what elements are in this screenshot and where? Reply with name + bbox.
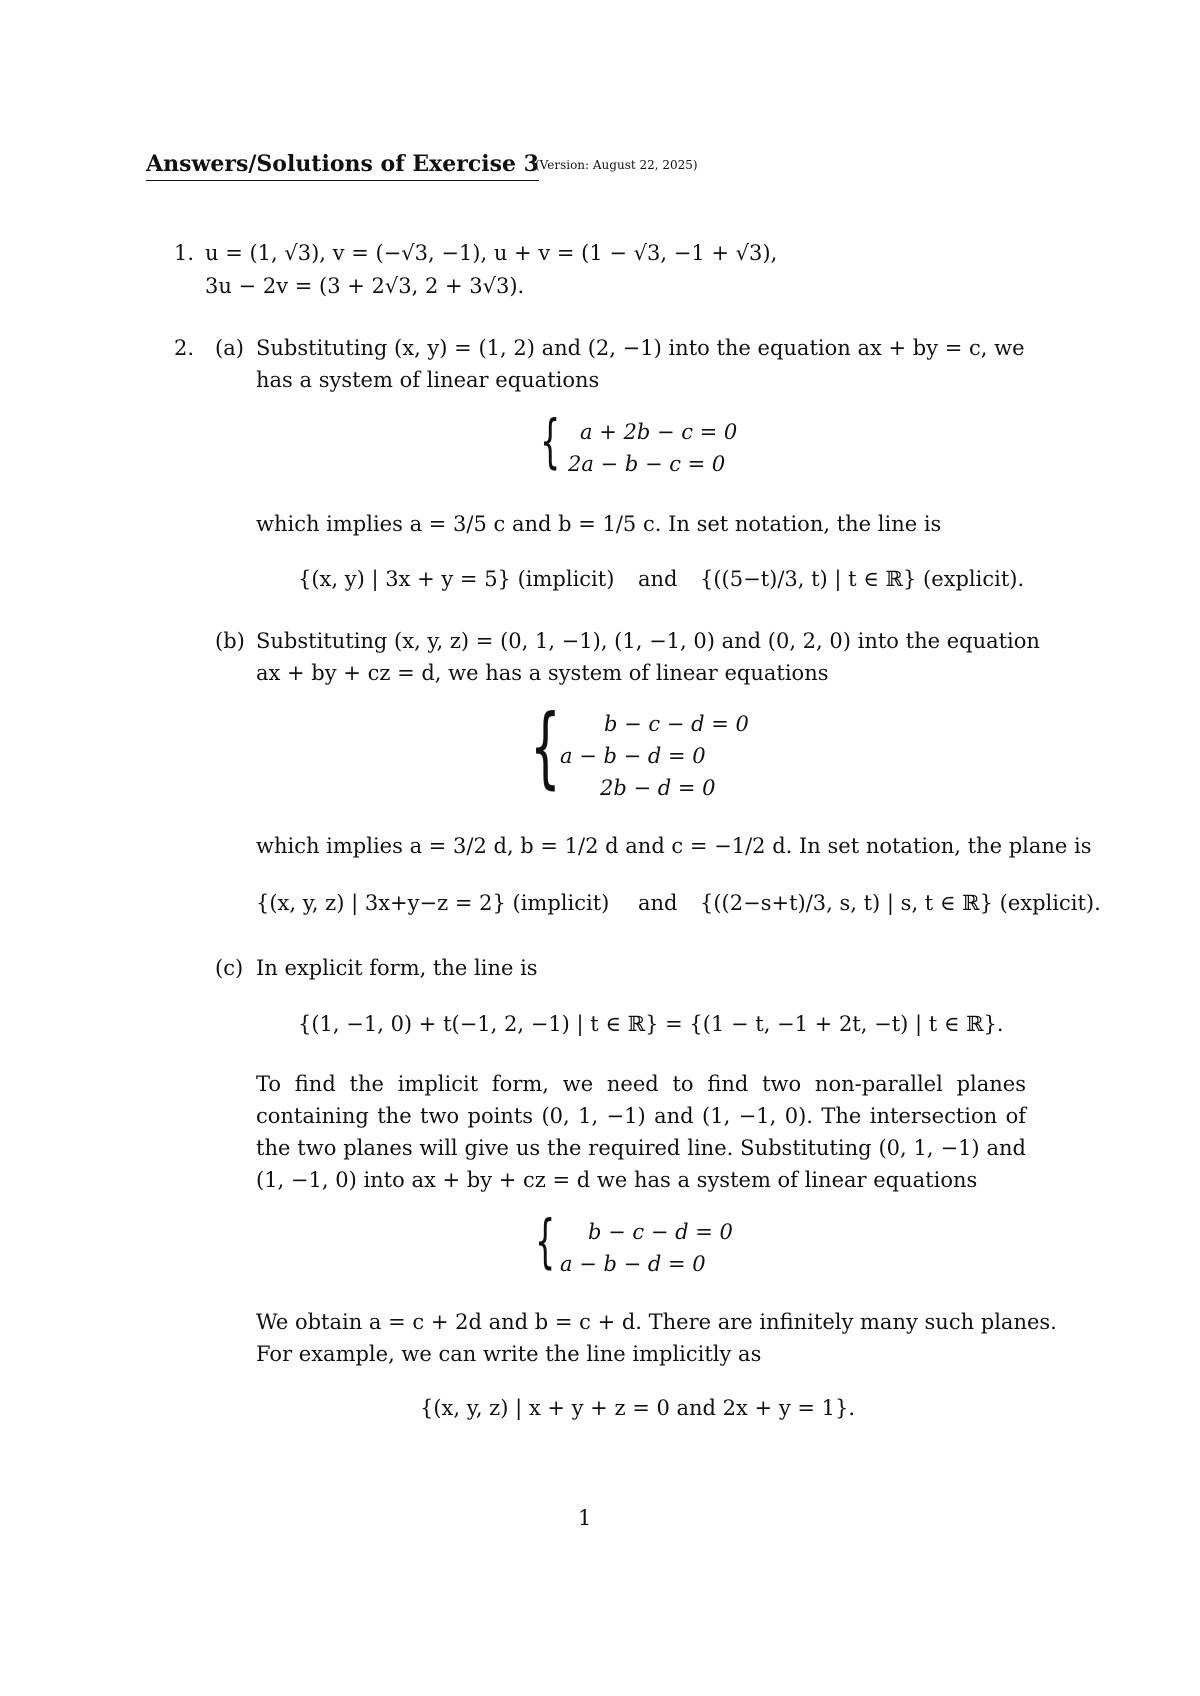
- q2b-intro-line1: Substituting (x, y, z) = (0, 1, −1), (1, −1, 0) and (0, 2, 0) into the equation: [256, 629, 1040, 653]
- q2c-label: (c): [215, 956, 244, 980]
- q2b-label: (b): [215, 629, 245, 653]
- q2b-implies: which implies a = 3/2 d, b = 1/2 d and c = −1/2 d. In set notation, the plane is: [256, 834, 1092, 858]
- q2b-set-explicit: {((2−s+t)/3, s, t) | s, t ∈ ℝ} (explicit).: [700, 891, 1101, 915]
- q2a-set-implicit: {(x, y) | 3x + y = 5} (implicit): [298, 567, 615, 591]
- q1-line2: 3u − 2v = (3 + 2√3, 2 + 3√3).: [205, 274, 525, 298]
- q2b-system-brace: {: [530, 695, 561, 798]
- q2c-explicit-set: {(1, −1, 0) + t(−1, 2, −1) | t ∈ ℝ} = {(1 − t, −1 + 2t, −t) | t ∈ ℝ}.: [298, 1012, 1004, 1036]
- q2c-intro: In explicit form, the line is: [256, 956, 538, 980]
- q2a-system-brace: {: [540, 407, 561, 475]
- q2c-conclusion-line1: We obtain a = c + 2d and b = c + d. There are infinitely many such planes.: [256, 1310, 1057, 1334]
- q2a-implies: which implies a = 3/5 c and b = 1/5 c. In set notation, the line is: [256, 512, 942, 536]
- q2c-system-brace: {: [535, 1207, 556, 1275]
- q2b-system-eq2: a − b − d = 0: [560, 744, 706, 768]
- q2a-label: (a): [215, 336, 244, 360]
- q2a-and: and: [638, 567, 678, 591]
- q2a-set-explicit: {((5−t)/3, t) | t ∈ ℝ} (explicit).: [700, 567, 1025, 591]
- q2c-conclusion-line2: For example, we can write the line implicitly as: [256, 1342, 762, 1366]
- q2b-set-implicit: {(x, y, z) | 3x+y−z = 2} (implicit): [256, 891, 610, 915]
- q2a-system-eq1: a + 2b − c = 0: [580, 420, 738, 444]
- q2c-implicit-set: {(x, y, z) | x + y + z = 0 and 2x + y = 1}.: [420, 1396, 856, 1420]
- q1-line1: u = (1, √3), v = (−√3, −1), u + v = (1 − √3, −1 + √3),: [205, 241, 778, 265]
- page-number: 1: [578, 1506, 592, 1530]
- page-title: Answers/Solutions of Exercise 3: [146, 150, 539, 181]
- q2c-paragraph: To find the implicit form, we need to find two non-parallel planes containing the two points (0, 1, −1) and (1, −1, 0). The intersection of the two planes will give us the required line. Substituting (0, 1, −1) and (1, −1, 0) into ax + by + cz = d we has a system of linear equations: [256, 1072, 1026, 1192]
- q2c-system-eq2: a − b − d = 0: [560, 1252, 706, 1276]
- q2c-system-eq1: b − c − d = 0: [588, 1220, 733, 1244]
- q2b-system-eq3: 2b − d = 0: [600, 776, 716, 800]
- version-note: (Version: August 22, 2025): [535, 158, 698, 172]
- q2b-and: and: [638, 891, 678, 915]
- q2-number: 2.: [174, 336, 195, 360]
- q2b-intro-line2: ax + by + cz = d, we has a system of linear equations: [256, 661, 829, 685]
- q2a-intro-line2: has a system of linear equations: [256, 368, 600, 392]
- q1-number: 1.: [174, 241, 195, 265]
- q2a-intro-line1: Substituting (x, y) = (1, 2) and (2, −1) into the equation ax + by = c, we: [256, 336, 1025, 360]
- q2a-system-eq2: 2a − b − c = 0: [568, 452, 726, 476]
- q2b-system-eq1: b − c − d = 0: [604, 712, 749, 736]
